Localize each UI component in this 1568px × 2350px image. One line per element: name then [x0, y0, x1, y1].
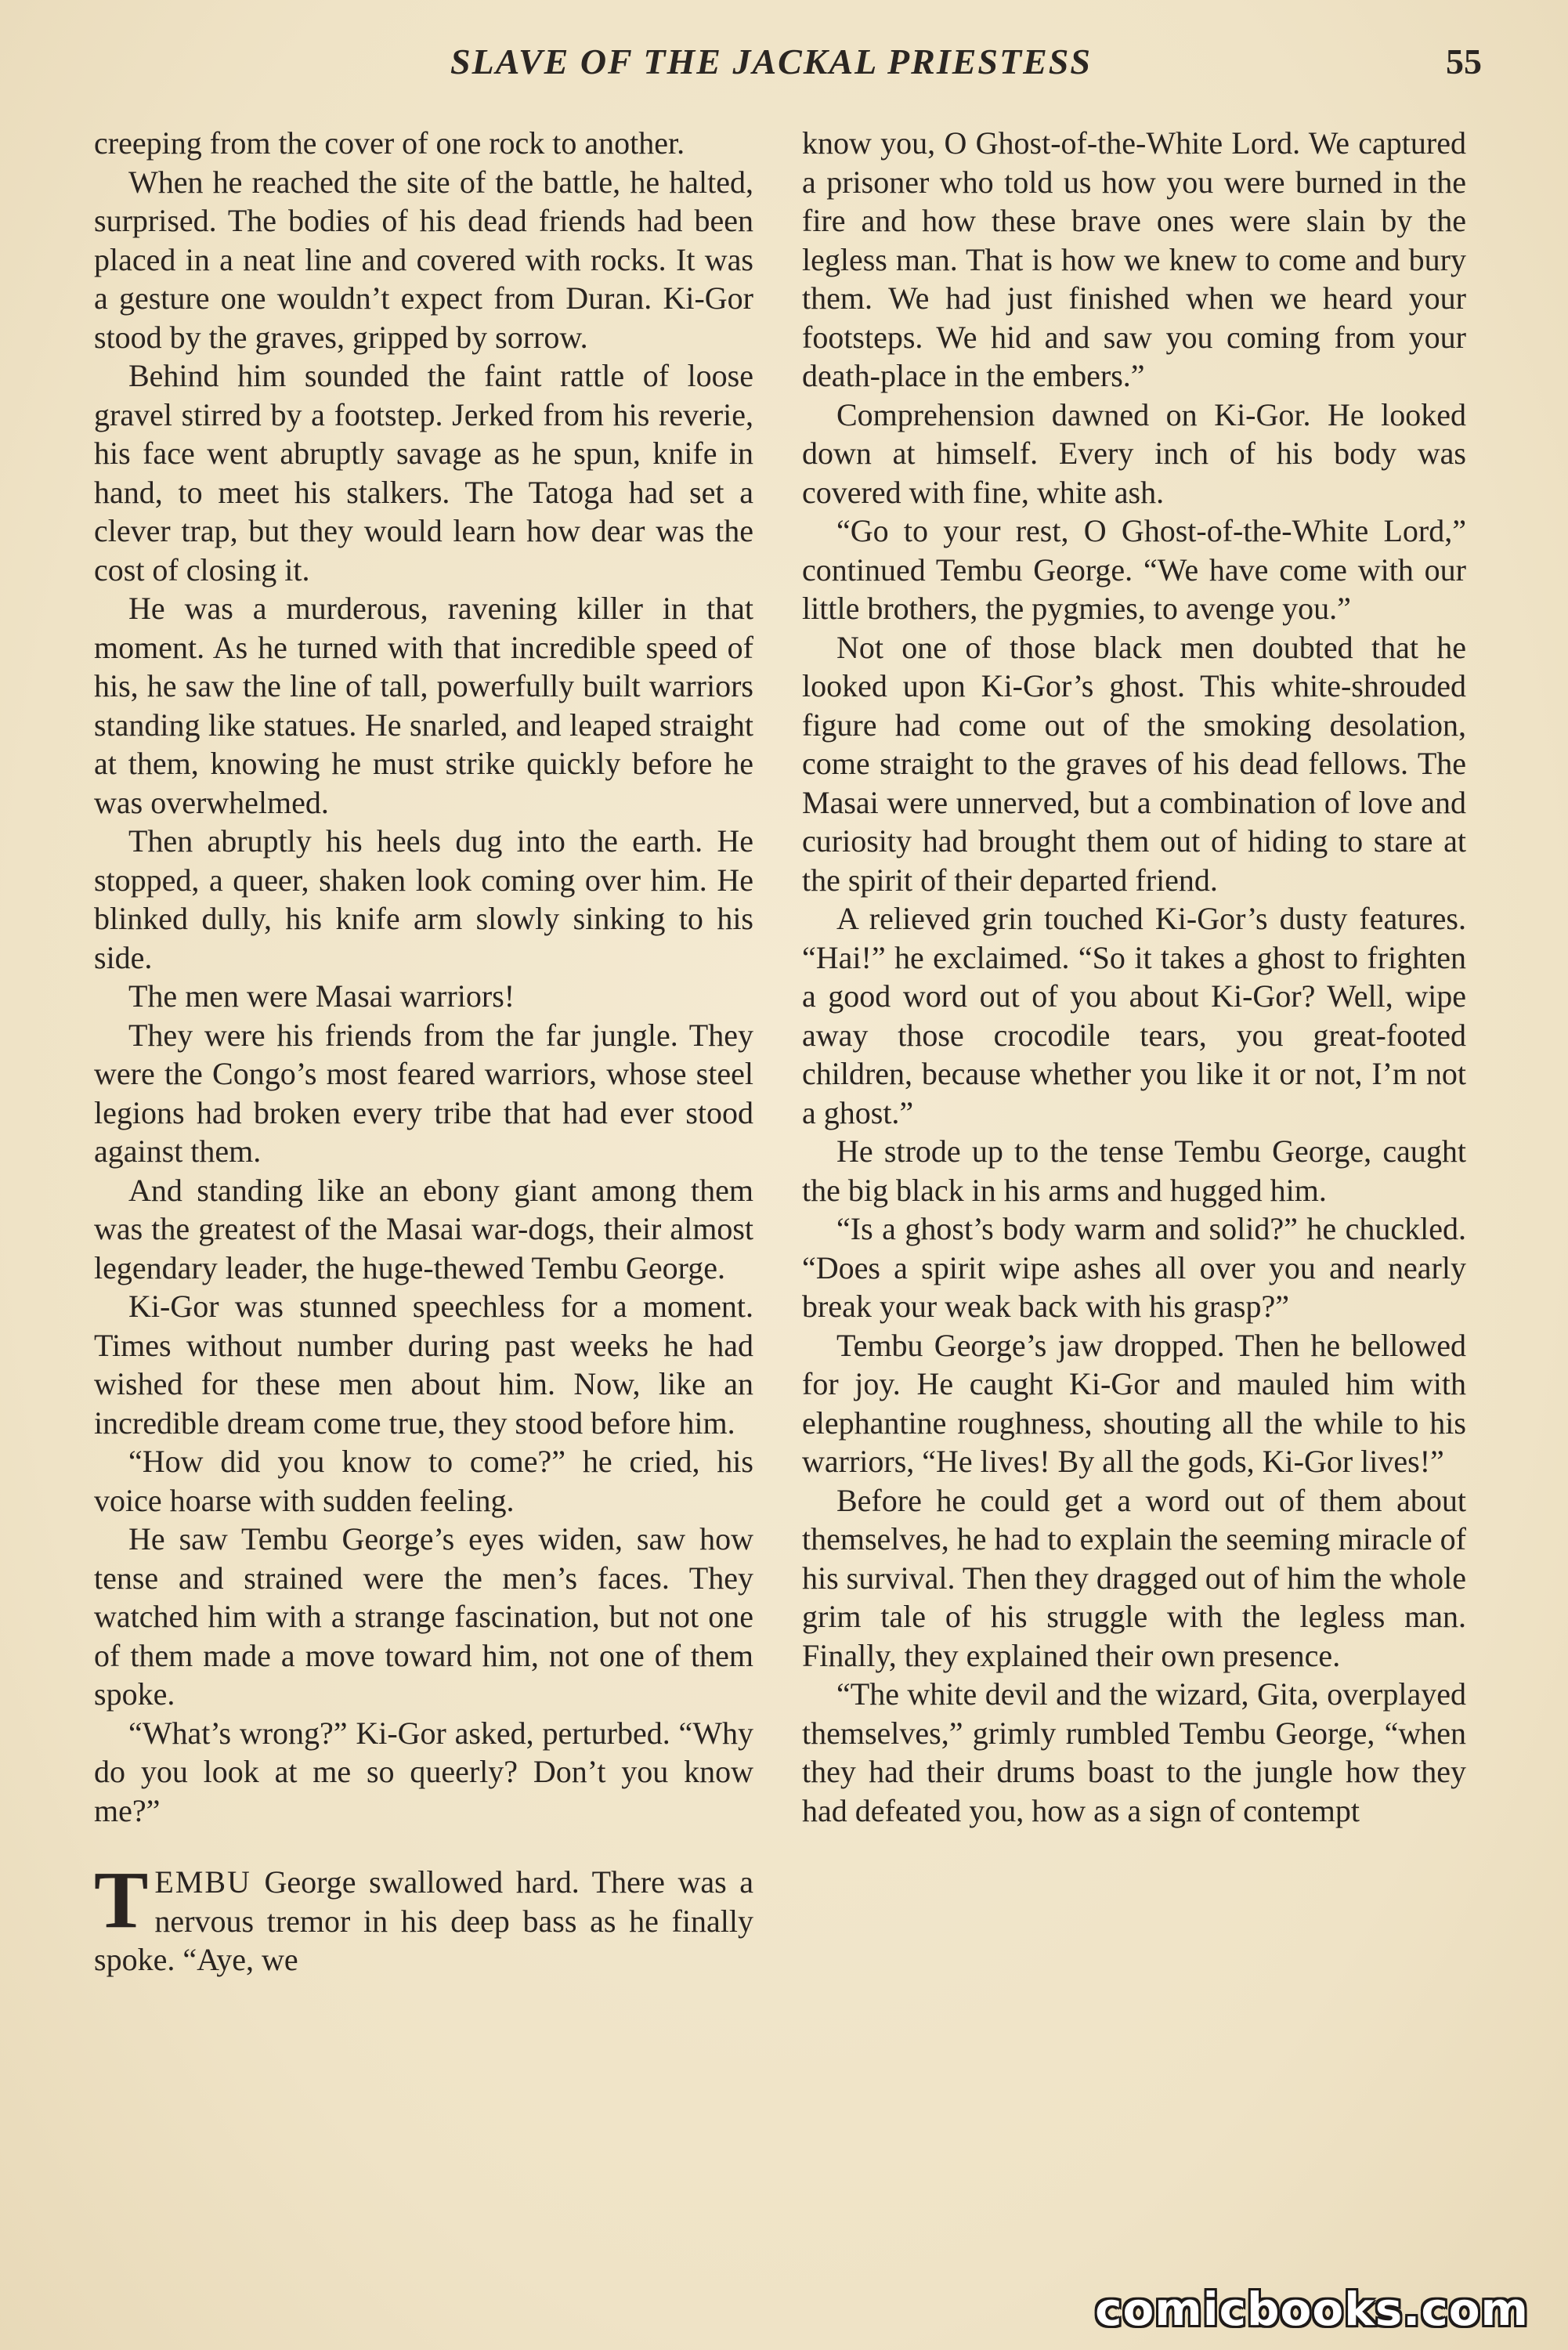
paragraph: Tembu George’s jaw dropped. Then he bellowed for joy. He caught Ki-Gor and mauled him with elephantine roughness, shouting all the while to his warriors, “He lives! By all the gods, Ki-Gor lives!”: [802, 1327, 1466, 1479]
paragraph: And standing like an ebony giant among them was the greatest of the Masai war-dogs, their almost legendary leader, the huge-thewed Tembu George.: [94, 1172, 753, 1285]
paragraph: creeping from the cover of one rock to another.: [94, 125, 685, 161]
dropcap-paragraph: [94, 1855, 753, 1979]
paragraph: The men were Masai warriors!: [128, 978, 515, 1014]
dropcap-smallcaps: EMBU: [154, 1864, 251, 1900]
paragraph: “The white devil and the wizard, Gita, overplayed themselves,” grimly rumbled Tembu George, “when they had their drums boast to the jungle how they had defeated you, how as a sign of contempt: [802, 1676, 1466, 1828]
paragraph: Then abruptly his heels dug into the earth. He stopped, a queer, shaken look coming over him. He blinked dully, his knife arm slowly sinking to his side.: [94, 823, 753, 975]
dropcap-text: George swallowed hard. There was a nervous tremor in his deep bass as he finally spoke. “Aye, we: [94, 1864, 753, 1977]
paragraph: “Is a ghost’s body warm and solid?” he chuckled. “Does a spirit wipe ashes all over you and nearly break your weak back with his grasp?”: [802, 1211, 1466, 1324]
paragraph: They were his friends from the far jungle. They were the Congo’s most feared warriors, whose steel legions had broken every tribe that had ever stood against them.: [94, 1017, 753, 1169]
paragraph: know you, O Ghost-of-the-White Lord. We captured a prisoner who told us how you were burned in the fire and how these brave ones were slain by the legless man. That is how we knew to come and bury them. We had just finished when we heard your footsteps. We hid and saw you coming from your death-place in the embers.”: [802, 125, 1466, 393]
site-watermark: comicbooks.com: [1095, 2283, 1529, 2336]
paragraph: He saw Tembu George’s eyes widen, saw how tense and strained were the men’s faces. They watched him with a strange fascination, but not one of them made a move toward him, not one of them spoke.: [94, 1521, 753, 1712]
right-column: [802, 124, 1466, 1830]
paragraph: He was a murderous, ravening killer in that moment. As he turned with that incredible speed of his, he saw the line of tall, powerfully built warriors standing like statues. He snarled, and leaped straight at them, knowing he must strike quickly before he was overwhelmed.: [94, 591, 753, 820]
paragraph: Before he could get a word out of them about themselves, he had to explain the seeming miracle of his survival. Then they dragged out of him the whole grim tale of his struggle with the legless man. Finally, they explained their own presence.: [802, 1482, 1466, 1673]
paragraph: A relieved grin touched Ki-Gor’s dusty features. “Hai!” he exclaimed. “So it takes a ghost to frighten a good word out of you about Ki-Gor? Well, wipe away those crocodile tears, you great-footed children, because whether you like it or not, I’m not a ghost.”: [802, 901, 1466, 1130]
paragraph: “Go to your rest, O Ghost-of-the-White Lord,” continued Tembu George. “We have come with our little brothers, the pygmies, to avenge you.”: [802, 513, 1466, 626]
paragraph: “How did you know to come?” he cried, his voice hoarse with sudden feeling.: [94, 1444, 753, 1518]
drop-cap: T: [94, 1855, 149, 1945]
paragraph: When he reached the site of the battle, he halted, surprised. The bodies of his dead friends had been placed in a neat line and covered with rocks. It was a gesture one wouldn’t expect from Duran. Ki-Gor stood by the graves, gripped by sorrow.: [94, 164, 753, 355]
page-number: 55: [1446, 42, 1482, 81]
paragraph: Ki-Gor was stunned speechless for a moment. Times without number during past weeks he had wished for these men about him. Now, like an incredible dream come true, they stood before him.: [94, 1289, 753, 1441]
story-title: SLAVE OF THE JACKAL PRIESTESS: [450, 42, 1092, 81]
running-header: [94, 41, 1482, 96]
paragraph: Comprehension dawned on Ki-Gor. He looked down at himself. Every inch of his body was covered with fine, white ash.: [802, 396, 1466, 510]
paragraph: Behind him sounded the faint rattle of loose gravel stirred by a footstep. Jerked from his reverie, his face went abruptly savage as he spun, knife in hand, to meet his stalkers. The Tatoga had set a clever trap, but they would learn how dear was the cost of closing it.: [94, 358, 753, 588]
paragraph: “What’s wrong?” Ki-Gor asked, perturbed. “Why do you look at me so queerly? Don’t you know me?”: [94, 1715, 753, 1828]
paragraph: He strode up to the tense Tembu George, caught the big black in his arms and hugged him.: [802, 1133, 1466, 1208]
paragraph: Not one of those black men doubted that he looked upon Ki-Gor’s ghost. This white-shrouded figure had come out of the smoking desolation, come straight to the graves of his dead fellows. The Masai were unnerved, but a combination of love and curiosity had brought them out of hiding to stare at the spirit of their departed friend.: [802, 629, 1466, 898]
left-column: [94, 124, 753, 1979]
